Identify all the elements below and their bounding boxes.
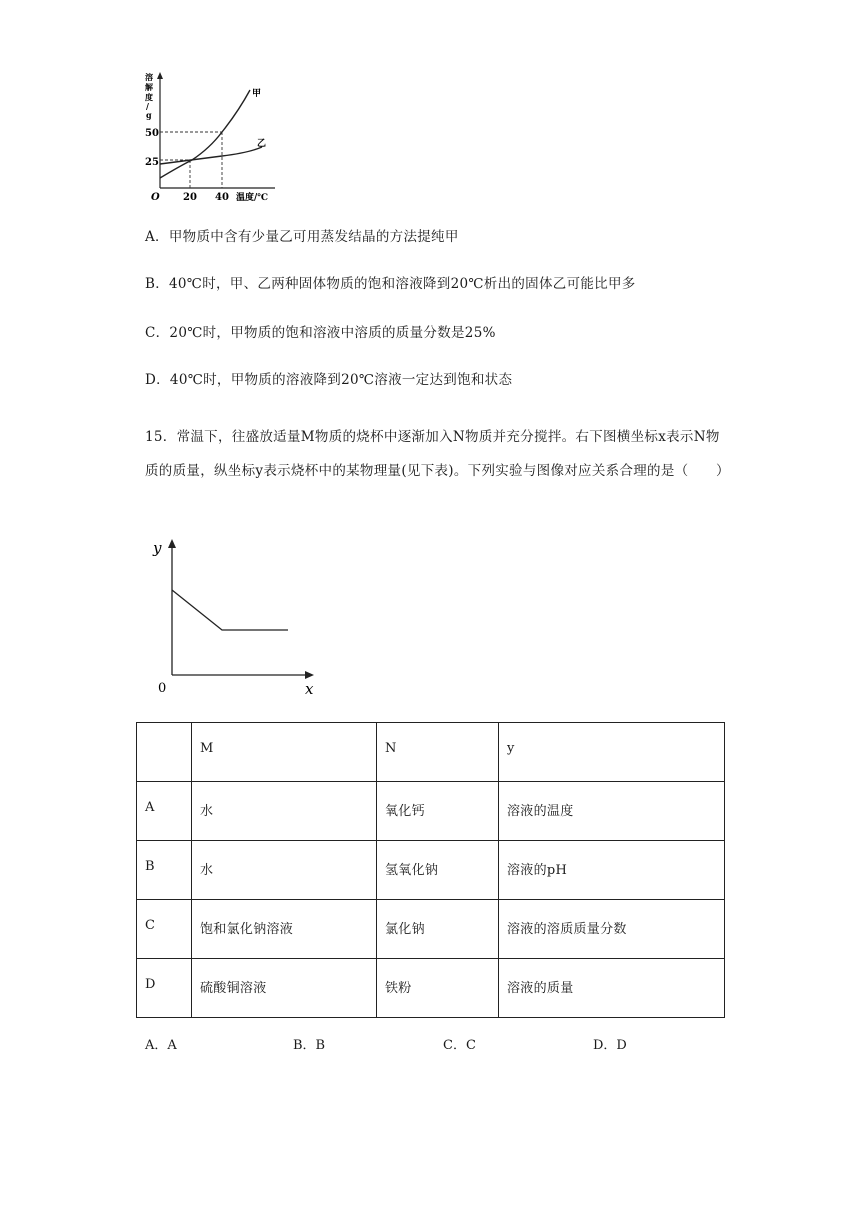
- table-cell: 水: [192, 782, 377, 841]
- x-axis-arrow: [305, 671, 314, 679]
- curve-yi-label: 乙: [257, 139, 267, 149]
- choice-a: A．A: [145, 1038, 177, 1053]
- header-cell: N: [377, 723, 499, 782]
- choice-d: D．D: [593, 1038, 627, 1053]
- option-c: C．20℃时，甲物质的饱和溶液中溶质的质量分数是25%: [145, 325, 496, 341]
- y-axis-label-4: /: [146, 101, 149, 111]
- experiment-table: [136, 722, 725, 1018]
- table-cell: 氢氧化钠: [377, 841, 499, 900]
- x-tick-20: 20: [183, 192, 197, 203]
- table-cell: 溶液的质量: [499, 959, 725, 1018]
- table-row: [137, 782, 725, 841]
- solubility-chart: [140, 70, 290, 205]
- table-cell: 溶液的pH: [499, 841, 725, 900]
- y-tick-50: 50: [145, 128, 159, 139]
- option-d: D．40℃时，甲物质的溶液降到20℃溶液一定达到饱和状态: [145, 372, 513, 388]
- table-cell: 溶液的温度: [499, 782, 725, 841]
- header-cell: [137, 723, 192, 782]
- table-row: [137, 900, 725, 959]
- y-x-chart: [148, 535, 323, 700]
- y-axis-arrow: [157, 72, 163, 79]
- curve-jia-label: 甲: [252, 89, 262, 99]
- x-tick-40: 40: [215, 192, 229, 203]
- table-cell: 铁粉: [377, 959, 499, 1018]
- table-cell: B: [137, 841, 192, 900]
- table-header-row: [137, 723, 725, 782]
- y-tick-25: 25: [145, 157, 159, 168]
- x-axis-label: x: [305, 680, 314, 698]
- table-cell: 溶液的溶质质量分数: [499, 900, 725, 959]
- x-axis-label: 温度/℃: [236, 193, 269, 203]
- curve-jia: [160, 90, 250, 178]
- origin-label: O: [151, 192, 160, 203]
- question-15-text: 15．常温下，往盛放适量M物质的烧杯中逐渐加入N物质并充分搅拌。右下图横坐标x表示N物质的质量，纵坐标y表示烧杯中的某物理量(见下表)。下列实验与图像对应关系合理的是（ ）: [145, 429, 730, 479]
- y-axis-arrow: [168, 539, 176, 548]
- graph-line: [172, 590, 288, 630]
- table-cell: 饱和氯化钠溶液: [192, 900, 377, 959]
- y-axis-label-3: 度: [145, 92, 153, 102]
- table-row: [137, 841, 725, 900]
- table-cell: C: [137, 900, 192, 959]
- table-cell: 水: [192, 841, 377, 900]
- table-row: [137, 959, 725, 1018]
- table-cell: 氯化钠: [377, 900, 499, 959]
- y-axis-label-5: g: [146, 110, 152, 120]
- option-a: A．甲物质中含有少量乙可用蒸发结晶的方法提纯甲: [145, 229, 459, 245]
- table-cell: 硫酸铜溶液: [192, 959, 377, 1018]
- y-axis-label: y: [153, 539, 162, 557]
- table-cell: D: [137, 959, 192, 1018]
- choice-c: C．C: [443, 1038, 476, 1053]
- option-b: B．40℃时，甲、乙两种固体物质的饱和溶液降到20℃析出的固体乙可能比甲多: [145, 276, 636, 292]
- y-axis-label-2: 解: [145, 82, 153, 92]
- curve-yi: [160, 147, 262, 164]
- table-cell: A: [137, 782, 192, 841]
- origin-label: 0: [158, 681, 167, 696]
- choice-b: B．B: [293, 1038, 326, 1053]
- table-cell: 氧化钙: [377, 782, 499, 841]
- header-cell: M: [192, 723, 377, 782]
- header-cell: y: [499, 723, 725, 782]
- y-axis-label-1: 溶: [145, 72, 153, 82]
